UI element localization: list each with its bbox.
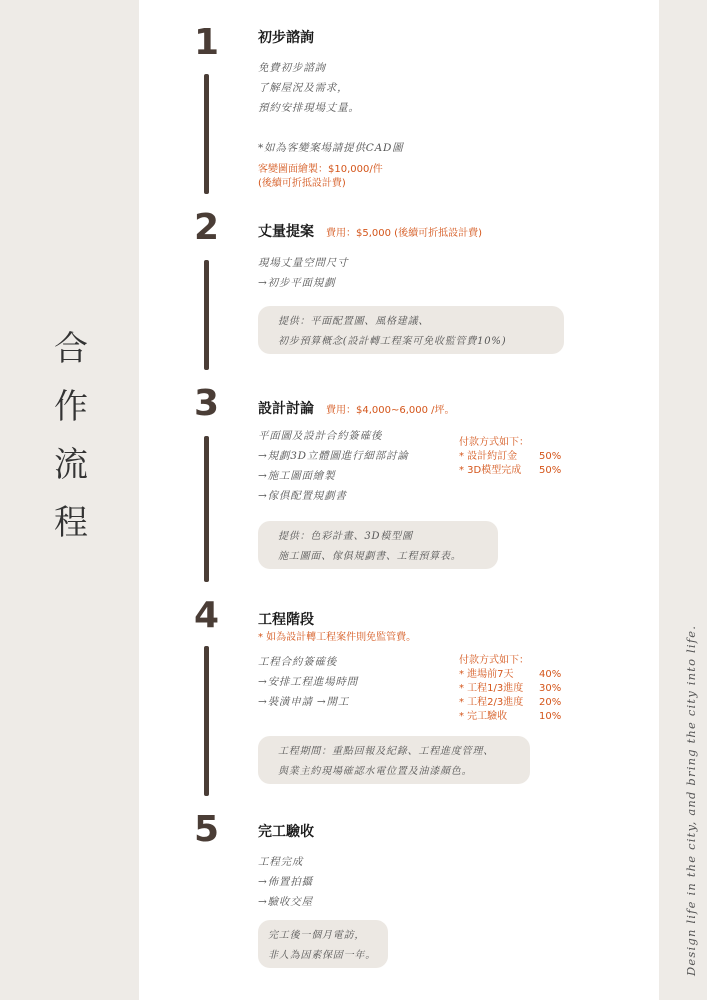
- payment-row: [459, 450, 561, 464]
- note-line: 現場丈量空間尺寸: [258, 257, 349, 269]
- vertical-slogan: Design life in the city, and bring the city into life.: [684, 624, 698, 976]
- title-char: 合: [54, 329, 88, 369]
- note-line: 免費初步諮詢: [258, 62, 326, 74]
- note-line: 平面圖及設計合約簽確後: [258, 430, 383, 442]
- step-3-number: 3: [194, 383, 220, 424]
- box-line: 非人為因素保固一年。: [268, 950, 376, 961]
- payment-label: * 進場前7天: [459, 669, 514, 680]
- step-2-notes: [258, 253, 348, 293]
- note-line: [258, 118, 404, 138]
- payment-title: 付款方式如下：: [459, 655, 529, 666]
- note-line: →裝潢申請 →開工: [258, 696, 350, 708]
- step-2-title-text: 丈量提案: [258, 224, 314, 240]
- timeline-bar-2: [204, 260, 209, 370]
- payment-row: [459, 710, 561, 724]
- payment-label: * 工程2/3進度: [459, 697, 524, 708]
- payment-label: * 工程1/3進度: [459, 683, 524, 694]
- title-char: 程: [54, 503, 88, 543]
- note-line: →傢俱配置規劃書: [258, 490, 347, 502]
- note-line: →初步平面規劃: [258, 277, 336, 289]
- box-line: 與業主約現場確認水電位置及油漆顏色。: [278, 766, 473, 777]
- payment-value: 30%: [539, 683, 562, 694]
- note-line: →驗收交屋: [258, 896, 313, 908]
- title-char: 流: [54, 445, 88, 485]
- highlight-line: 客變圖面繪製：$10,000/件: [258, 164, 383, 175]
- timeline-bar-1: [204, 74, 209, 194]
- payment-value: 20%: [539, 697, 562, 708]
- timeline-bar-4: [204, 646, 209, 796]
- step-3-fee: 費用：$4,000~6,000 /坪。: [326, 405, 455, 416]
- payment-value: 50%: [539, 465, 562, 476]
- step-3-payment: [459, 436, 561, 478]
- step-1-title-text: 初步諮詢: [258, 30, 314, 46]
- payment-value: 50%: [539, 451, 562, 462]
- step-2-number: 2: [194, 207, 220, 248]
- step-4-notes: [258, 652, 358, 712]
- step-4-payment: [459, 654, 561, 724]
- box-line: 提供：平面配置圖、風格建議、: [278, 316, 430, 327]
- note-line: →安排工程進場時間: [258, 676, 358, 688]
- note-line: *如為客變案場請提供CAD圖: [258, 142, 404, 154]
- step-2-title: [258, 221, 482, 241]
- title-char: 作: [54, 387, 88, 427]
- payment-value: 10%: [539, 711, 562, 722]
- step-5-notes: [258, 852, 313, 912]
- note-line: 工程完成: [258, 856, 304, 868]
- box-line: 完工後一個月電訪，: [268, 930, 366, 941]
- step-4-number: 4: [194, 595, 220, 636]
- page-title: [50, 320, 92, 552]
- note-line: →規劃3D立體圖進行細部討論: [258, 450, 409, 462]
- timeline-bar-3: [204, 436, 209, 582]
- payment-label: * 完工驗收: [459, 711, 508, 722]
- step-2-deliverables-box: [258, 306, 564, 354]
- step-3-title-text: 設計討論: [258, 401, 314, 417]
- step-3-title: [258, 398, 455, 418]
- payment-label: * 設計約訂金: [459, 451, 518, 462]
- step-1-title: [258, 27, 314, 47]
- payment-row: [459, 668, 561, 682]
- payment-label: * 3D模型完成: [459, 465, 522, 476]
- step-4-title-text: 工程階段: [258, 612, 314, 628]
- step-5-title-text: 完工驗收: [258, 824, 314, 840]
- step-3-notes: [258, 426, 409, 506]
- box-line: 施工圖面、傢俱規劃書、工程預算表。: [278, 551, 462, 562]
- highlight-line: (後續可折抵設計費): [258, 178, 346, 189]
- note-line: 了解屋況及需求，: [258, 82, 349, 94]
- step-1-notes: [258, 58, 404, 158]
- box-line: 初步預算概念(設計轉工程案可免收監管費10%): [278, 336, 507, 347]
- note-line: →佈置拍攝: [258, 876, 313, 888]
- box-line: 提供：色彩計畫、3D模型圖: [278, 531, 413, 542]
- note-line: 預約安排現場丈量。: [258, 102, 360, 114]
- note-line: →施工圖面繪製: [258, 470, 336, 482]
- step-2-fee: 費用：$5,000 (後續可折抵設計費): [326, 228, 482, 239]
- step-4-subnote: [258, 631, 416, 645]
- step-5-title: [258, 821, 314, 841]
- payment-row: [459, 682, 561, 696]
- step-4-title: [258, 609, 314, 629]
- note-line: 工程合約簽確後: [258, 656, 338, 668]
- right-sidebar-panel: [659, 0, 707, 1000]
- step-3-deliverables-box: [258, 521, 498, 569]
- step-4-deliverables-box: [258, 736, 530, 784]
- step-1-highlight: [258, 163, 383, 191]
- payment-title: 付款方式如下：: [459, 437, 529, 448]
- subnote-line: * 如為設計轉工程案件則免監管費。: [258, 632, 417, 643]
- payment-row: [459, 464, 561, 478]
- box-line: 工程期間：重點回報及紀錄、工程進度管理、: [278, 746, 494, 757]
- payment-value: 40%: [539, 669, 562, 680]
- payment-row: [459, 696, 561, 710]
- step-5-number: 5: [194, 809, 220, 850]
- step-5-deliverables-box: [258, 920, 388, 968]
- step-1-number: 1: [194, 22, 220, 63]
